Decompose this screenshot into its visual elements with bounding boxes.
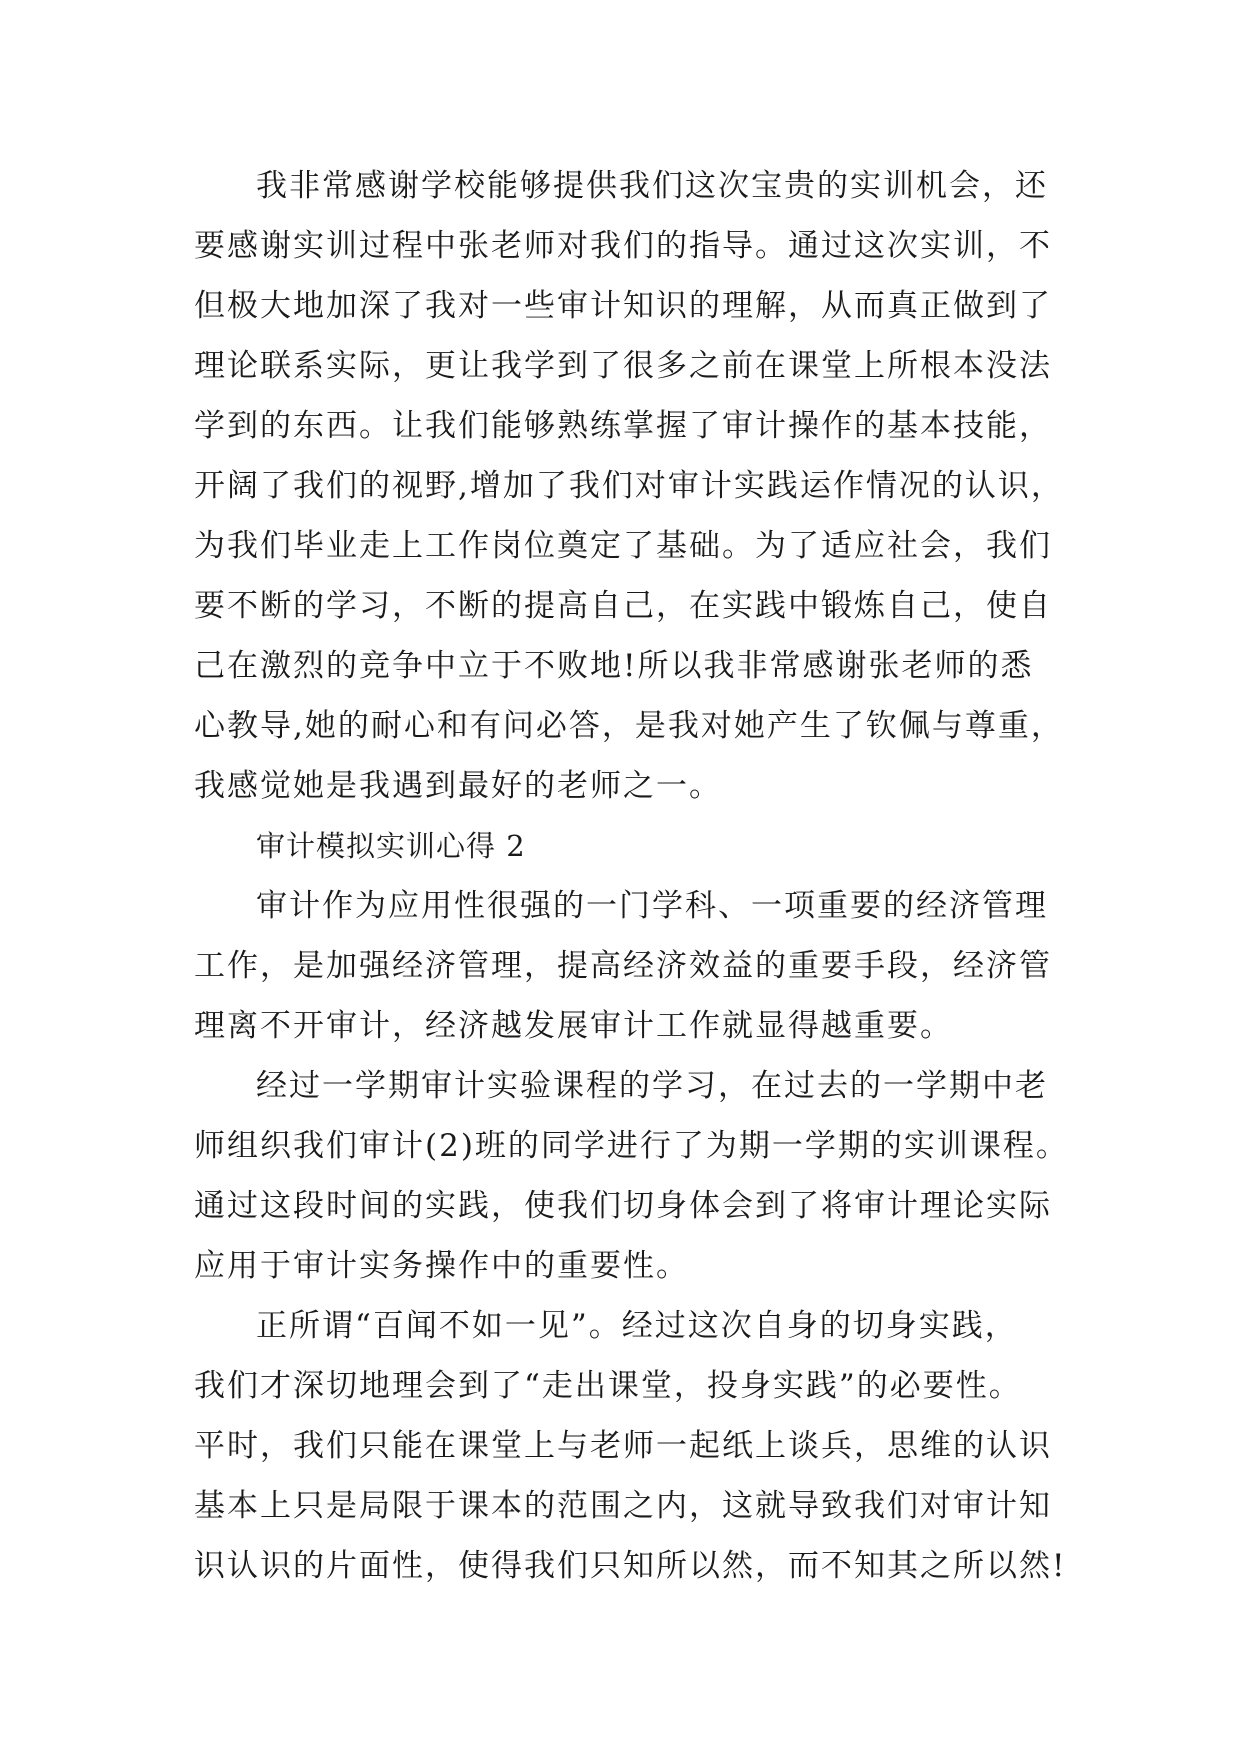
document-body (194, 156, 1069, 1596)
text-line: 理论联系实际，更让我学到了很多之前在课堂上所根本没法 (194, 348, 1052, 384)
text-line: 己在激烈的竞争中立于不败地!所以我非常感谢张老师的悉 (194, 648, 1034, 684)
text-line: 我非常感谢学校能够提供我们这次宝贵的实训机会，还 (256, 168, 1048, 204)
text-line: 工作，是加强经济管理，提高经济效益的重要手段，经济管 (194, 948, 1052, 984)
text-line: 学到的东西。让我们能够熟练掌握了审计操作的基本技能， (194, 408, 1052, 444)
text-line: 开阔了我们的视野,增加了我们对审计实践运作情况的认识， (194, 468, 1064, 504)
text-line: 我们才深切地理会到了“走出课堂，投身实践”的必要性。 (194, 1368, 1022, 1404)
text-line: 应用于审计实务操作中的重要性。 (194, 1248, 689, 1284)
text-line: 审计作为应用性很强的一门学科、一项重要的经济管理 (256, 888, 1048, 924)
text-line: 我感觉她是我遇到最好的老师之一。 (194, 768, 722, 804)
text-line: 师组织我们审计(2)班的同学进行了为期一学期的实训课程。 (194, 1128, 1069, 1164)
text-line: 要感谢实训过程中张老师对我们的指导。通过这次实训，不 (194, 228, 1052, 264)
text-line: 识认识的片面性，使得我们只知所以然，而不知其之所以然! (194, 1548, 1067, 1584)
text-line: 基本上只是局限于课本的范围之内，这就导致我们对审计知 (194, 1488, 1052, 1524)
text-line: 但极大地加深了我对一些审计知识的理解，从而真正做到了 (194, 288, 1052, 324)
text-line: 要不断的学习，不断的提高自己，在实践中锻炼自己，使自 (194, 588, 1052, 624)
text-line: 通过这段时间的实践，使我们切身体会到了将审计理论实际 (194, 1188, 1052, 1224)
section-title: 审计模拟实训心得 2 (256, 829, 526, 863)
text-line: 正所谓“百闻不如一见”。经过这次自身的切身实践， (256, 1308, 1018, 1344)
text-line: 理离不开审计，经济越发展审计工作就显得越重要。 (194, 1008, 953, 1044)
text-line: 为我们毕业走上工作岗位奠定了基础。为了适应社会，我们 (194, 528, 1052, 564)
text-line: 平时，我们只能在课堂上与老师一起纸上谈兵，思维的认识 (194, 1428, 1052, 1464)
text-line: 经过一学期审计实验课程的学习，在过去的一学期中老 (256, 1068, 1048, 1104)
text-line: 心教导,她的耐心和有问必答，是我对她产生了钦佩与尊重， (194, 708, 1064, 744)
